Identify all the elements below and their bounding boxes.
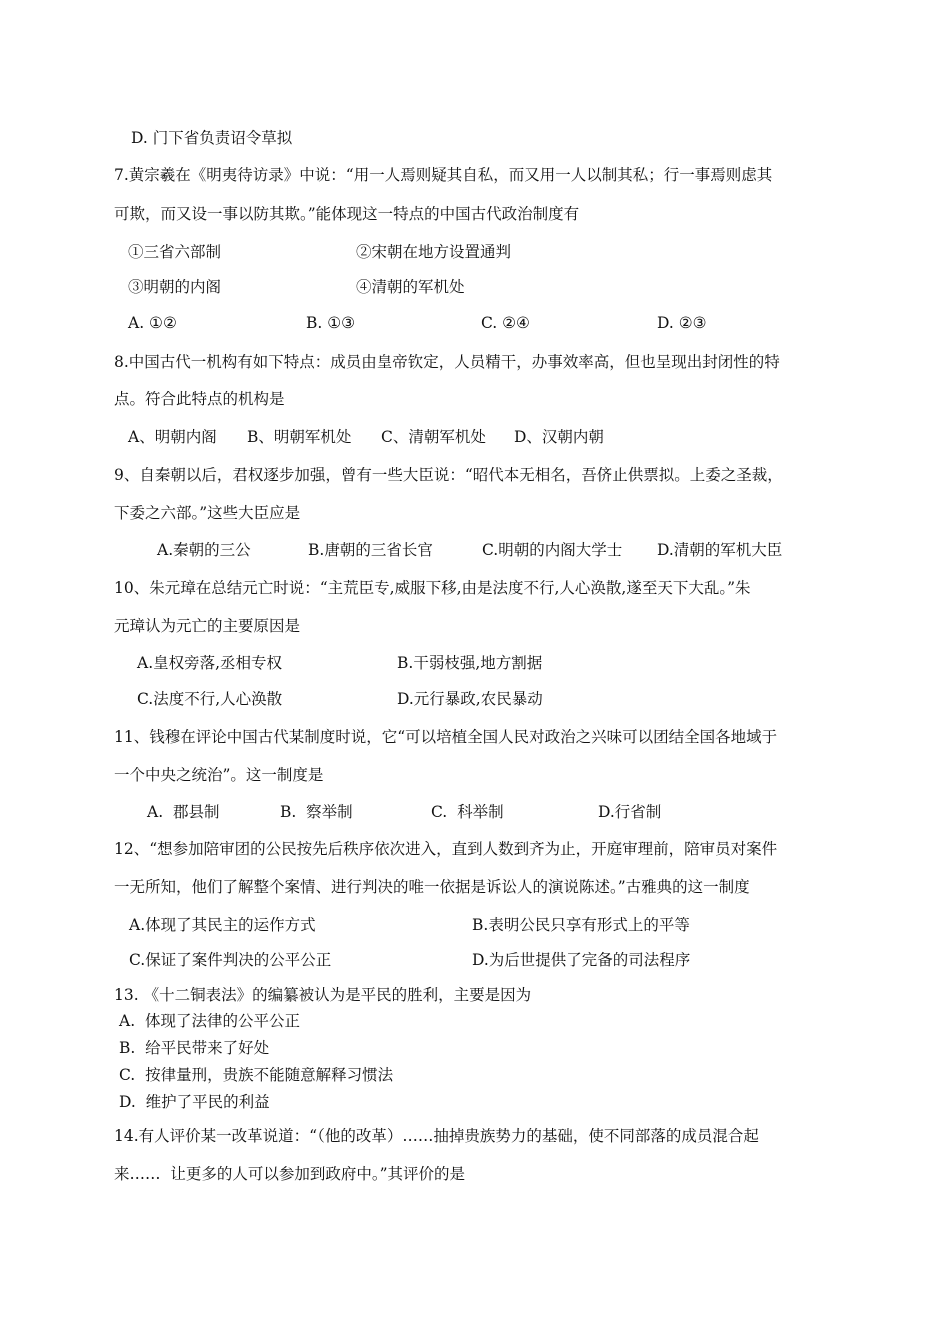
q13-option-c: C. 按律量刑，贵族不能随意解释习惯法 [119,1066,394,1084]
q7-item-2: ②宋朝在地方设置通判 [356,243,512,261]
q13-option-b: B. 给平民带来了好处 [119,1039,270,1057]
q11-stem-line2: 一个中央之统治”。这一制度是 [114,766,324,784]
q9-stem-line2: 下委之六部。”这些大臣应是 [114,504,301,522]
q8-option-c: C、清朝军机处 [381,428,486,446]
q14-stem-line2: 来…… 让更多的人可以参加到政府中。”其评价的是 [114,1165,466,1183]
q13-option-d: D. 维护了平民的利益 [119,1093,270,1111]
q10-option-d: D.元行暴政,农民暴动 [397,690,543,708]
q9-stem-line1: 9、自秦朝以后，君权逐步加强，曾有一些大臣说：“昭代本无相名，吾侪止供票拟。上委之圣裁， [114,466,783,484]
q8-option-b: B、明朝军机处 [247,428,352,446]
q9-option-a: A.秦朝的三公 [157,541,251,559]
q7-item-3: ③明朝的内阁 [128,278,222,296]
q8-option-d: D、汉朝内朝 [514,428,604,446]
q13-stem: 13. 《十二铜表法》的编纂被认为是平民的胜利，主要是因为 [114,986,532,1004]
q11-option-a: A. 郡县制 [147,803,220,821]
q11-option-b: B. 察举制 [280,803,353,821]
q10-option-b: B.干弱枝强,地方割据 [397,654,543,672]
q12-option-c: C.保证了案件判决的公平公正 [129,951,332,969]
q7-option-c: C. ②④ [481,314,530,332]
q9-option-b: B.唐朝的三省长官 [308,541,433,559]
q9-option-c: C.明朝的内阁大学士 [482,541,623,559]
q8-stem-line1: 8.中国古代一机构有如下特点：成员由皇帝钦定，人员精干，办事效率高，但也呈现出封闭性的特 [114,353,780,371]
q12-option-b: B.表明公民只享有形式上的平等 [472,916,690,934]
q8-stem-line2: 点。符合此特点的机构是 [114,390,285,408]
q12-option-d: D.为后世提供了完备的司法程序 [472,951,691,969]
q11-stem-line1: 11、钱穆在评论中国古代某制度时说，它“可以培植全国人民对政治之兴味可以团结全国各地域于 [114,728,778,746]
q7-stem-line1: 7.黄宗羲在《明夷待访录》中说：“用一人焉则疑其自私，而又用一人以制其私；行一事焉则虑其 [114,166,773,184]
q11-option-c: C. 科举制 [431,803,504,821]
q7-item-1: ①三省六部制 [128,243,222,261]
q9-option-d: D.清朝的军机大臣 [657,541,783,559]
q7-option-b: B. ①③ [306,314,356,332]
q10-option-a: A.皇权旁落,丞相专权 [137,654,283,672]
q10-stem-line1: 10、朱元璋在总结元亡时说：“主荒臣专,威服下移,由是法度不行,人心涣散,遂至天下大乱。”朱 [114,579,751,597]
q10-option-c: C.法度不行,人心涣散 [137,690,283,708]
q12-stem-line2: 一无所知，他们了解整个案情、进行判决的唯一依据是诉讼人的演说陈述。”古雅典的这一制度 [114,878,750,896]
q7-option-d: D. ②③ [657,314,707,332]
q6-option-d: D. 门下省负责诏令草拟 [131,129,293,147]
q7-item-4: ④清朝的军机处 [356,278,465,296]
q10-stem-line2: 元璋认为元亡的主要原因是 [114,617,301,635]
q11-option-d: D.行省制 [598,803,662,821]
q12-stem-line1: 12、“想参加陪审团的公民按先后秩序依次进入，直到人数到齐为止，开庭审理前，陪审员对案件 [114,840,778,858]
q14-stem-line1: 14.有人评价某一改革说道：“（他的改革）……抽掉贵族势力的基础，使不同部落的成员混合起 [114,1127,759,1145]
q8-option-a: A、明朝内阁 [128,428,217,446]
q7-option-a: A. ①② [128,314,177,332]
q13-option-a: A. 体现了法律的公平公正 [119,1012,300,1030]
q12-option-a: A.体现了其民主的运作方式 [129,916,316,934]
q7-stem-line2: 可欺，而又设一事以防其欺。”能体现这一特点的中国古代政治制度有 [114,205,580,223]
